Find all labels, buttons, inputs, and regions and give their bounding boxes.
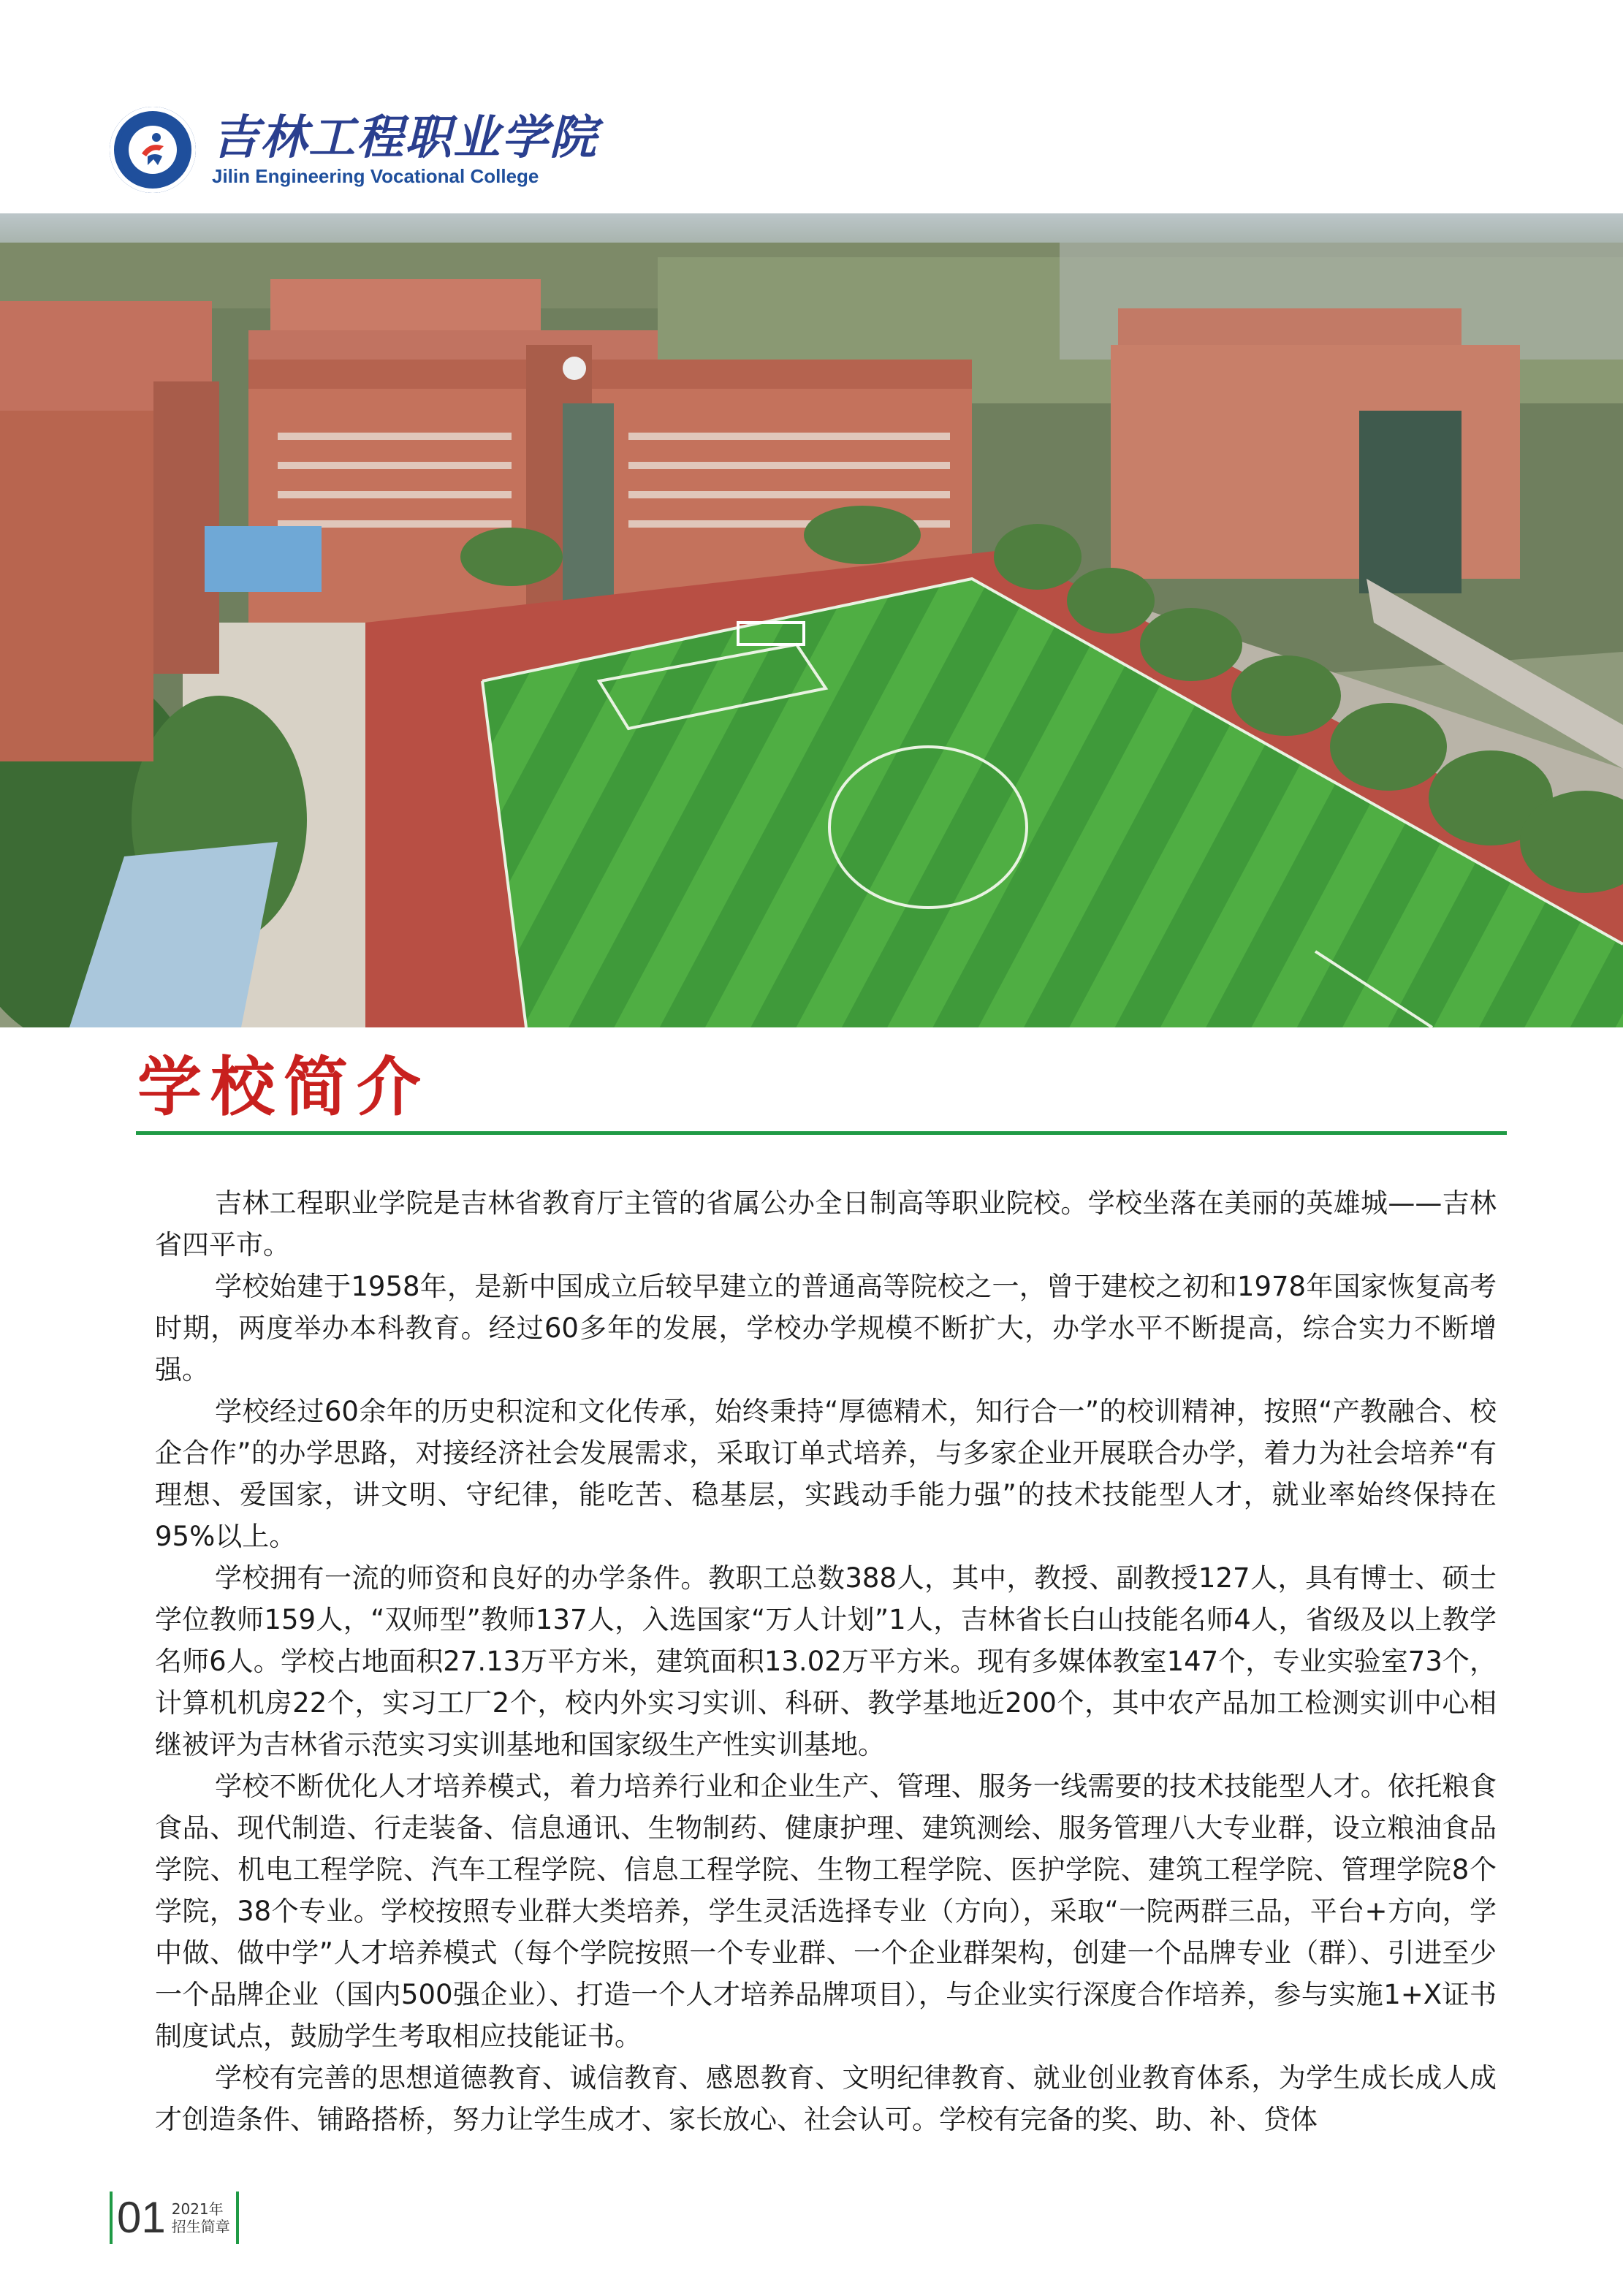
paragraph-history: 学校始建于1958年，是新中国成立后较早建立的普通高等院校之一，曾于建校之初和1978年国家恢复高考时期，两度举办本科教育。经过60多年的发展，学校办学规模不断扩大，办学水平不断提高，综合实力不断增强。 [155, 1271, 1497, 1385]
paragraph-education-system: 学校有完善的思想道德教育、诚信教育、感恩教育、文明纪律教育、就业创业教育体系，为学生成长成人成才创造条件、铺路搭桥，努力让学生成才、家长放心、社会认可。学校有完备的奖、助、补、贷体 [155, 2062, 1497, 2135]
section-title: 学校简介 [137, 1049, 430, 1125]
college-logo [110, 102, 598, 197]
paragraph-location: 吉林工程职业学院是吉林省教育厅主管的省属公办全日制高等职业院校。学校坐落在美丽的英雄城——吉林省四平市。 [155, 1187, 1497, 1261]
page-number: 01 [117, 2193, 166, 2242]
paragraph-faculty: 学校拥有一流的师资和良好的办学条件。教职工总数388人，其中，教授、副教授127人，具有博士、硕士学位教师159人，“双师型”教师137人，入选国家“万人计划”1人，吉林省长白山技能名师4人，省级及以上教学名师6人。学校占地面积27.13万平方米，建筑面积13.02万平方米。现有多媒体教室147个，专业实验室73个，计算机机房22个，实习工厂2个，校内外实习实训、科研、教学基地近200个，其中农产品加工检测实训中心相继被评为吉林省示范实习实训基地和国家级生产性实训基地。 [155, 1562, 1497, 1760]
campus-aerial-photo [0, 213, 1623, 1027]
page-footer [110, 2191, 239, 2245]
college-name-cn: 吉林工程职业学院 [212, 110, 598, 165]
paragraph-training-model: 学校不断优化人才培养模式，着力培养行业和企业生产、管理、服务一线需要的技术技能型人才。依托粮食食品、现代制造、行走装备、信息通讯、生物制药、健康护理、建筑测绘、服务管理八大专业群，设立粮油食品学院、机电工程学院、汽车工程学院、信息工程学院、生物工程学院、医护学院、建筑工程学院、管理学院8个学院，38个专业。学校按照专业群大类培养，学生灵活选择专业（方向），采取“一院两群三品，平台+方向，学中做、做中学”人才培养模式（每个学院按照一个专业群、一个企业群架构，创建一个品牌专业（群）、引进至少一个品牌企业（国内500强企业）、打造一个人才培养品牌项目），与企业实行深度合作培养，参与实施1+X证书制度试点，鼓励学生考取相应技能证书。 [155, 1771, 1497, 2052]
paragraph-motto: 学校经过60余年的历史积淀和文化传承，始终秉持“厚德精术，知行合一”的校训精神，按照“产教融合、校企合作”的办学思路，对接经济社会发展需求，采取订单式培养，与多家企业开展联合办学，着力为社会培养“有理想、爱国家，讲文明、守纪律，能吃苦、稳基层，实践动手能力强”的技术技能型人才，就业率始终保持在95%以上。 [155, 1396, 1497, 1552]
footer-year: 2021年 [171, 2200, 224, 2218]
title-divider [136, 1131, 1507, 1135]
footer-bar-left [110, 2192, 113, 2244]
college-seal-icon [110, 107, 196, 193]
footer-brochure: 招生简章 [171, 2218, 230, 2235]
college-name-en: Jilin Engineering Vocational College [212, 165, 539, 187]
footer-bar-right [236, 2192, 239, 2244]
intro-body [155, 1182, 1497, 2140]
